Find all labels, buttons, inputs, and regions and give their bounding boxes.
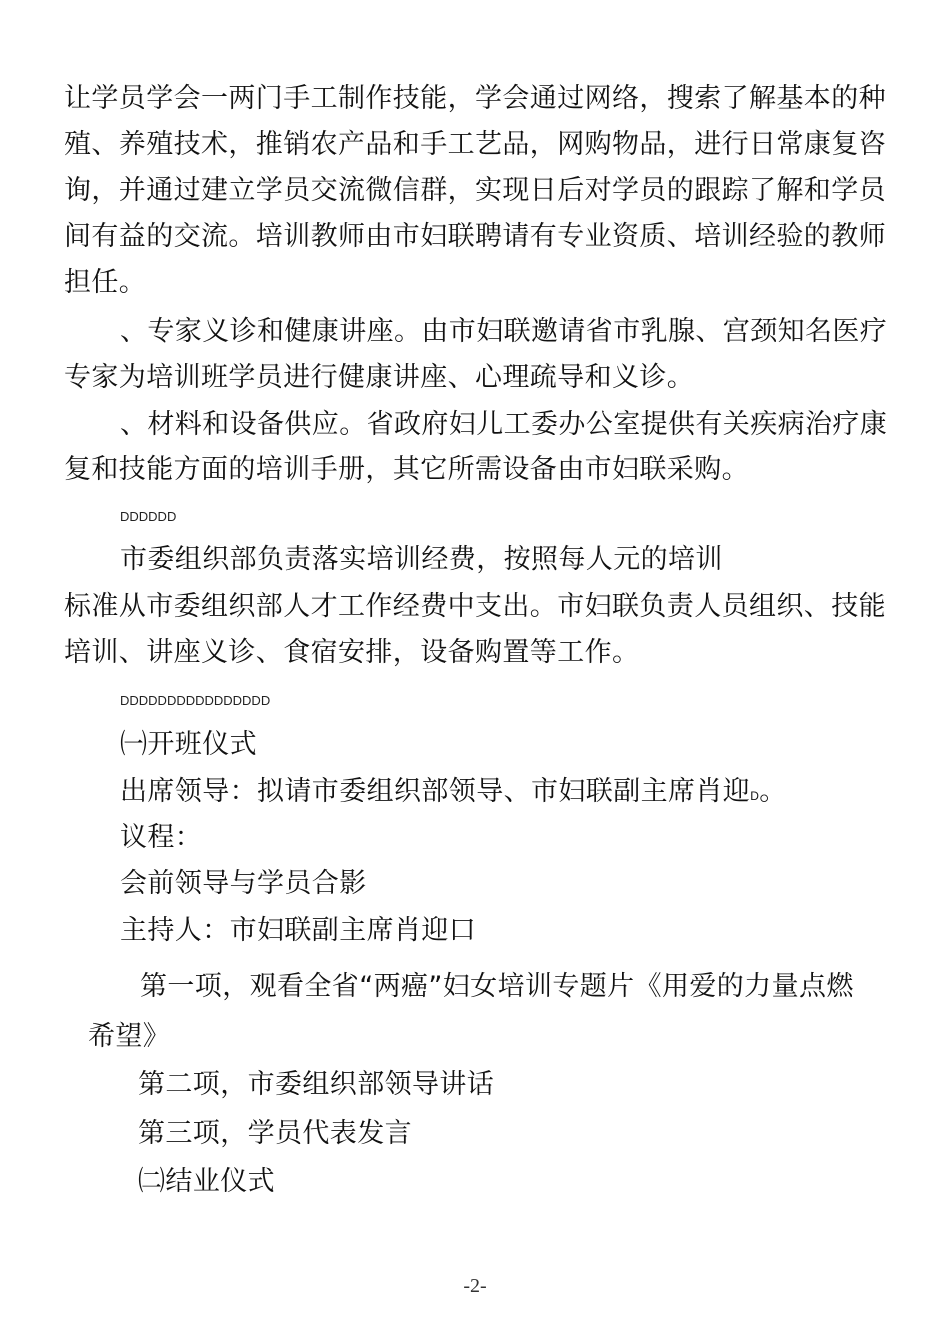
section-heading-opening: ㈠开班仪式 bbox=[120, 729, 257, 760]
leaders-end: 。 bbox=[759, 776, 787, 807]
agenda-photo: 会前领导与学员合影 bbox=[120, 868, 367, 899]
leaders-line bbox=[120, 775, 787, 813]
paragraph-line: 殖、养殖技术，推销农产品和手工艺品，网购物品，进行日常康复咨 bbox=[64, 129, 886, 160]
section-heading-closing: ㈡结业仪式 bbox=[138, 1166, 275, 1197]
agenda-item-1: 第一项，观看全省“两癌”妇女培训专题片《用爱的力量点燃 bbox=[140, 971, 854, 1002]
paragraph-line: 间有益的交流。培训教师由市妇联聘请有专业资质、培训经验的教师 bbox=[64, 221, 886, 252]
paragraph-line: 、专家义诊和健康讲座。由市妇联邀请省市乳腺、宫颈知名医疗 bbox=[120, 316, 888, 347]
agenda-host: 主持人：市妇联副主席肖迎口 bbox=[120, 915, 477, 946]
placeholder-text: DDDDDDDDDDDDDDDD bbox=[120, 693, 271, 708]
paragraph-line: 让学员学会一两门手工制作技能，学会通过网络，搜索了解基本的种 bbox=[64, 83, 886, 114]
placeholder-text: DDDDDD bbox=[120, 509, 177, 524]
paragraph-line: 培训、讲座义诊、食宿安排，设备购置等工作。 bbox=[64, 637, 640, 668]
agenda-item-3: 第三项，学员代表发言 bbox=[138, 1118, 412, 1149]
page-number: -2- bbox=[463, 1275, 487, 1297]
leaders-small-glyph: D bbox=[750, 789, 760, 803]
paragraph-line: 标准从市委组织部人才工作经费中支出。市妇联负责人员组织、技能 bbox=[64, 591, 886, 622]
agenda-item-2: 第二项，市委组织部领导讲话 bbox=[138, 1069, 495, 1100]
paragraph-line: 担任。 bbox=[64, 267, 147, 298]
paragraph-line: 询，并通过建立学员交流微信群，实现日后对学员的跟踪了解和学员 bbox=[64, 175, 886, 206]
paragraph-line: 、材料和设备供应。省政府妇儿工委办公室提供有关疾病治疗康 bbox=[120, 409, 888, 440]
paragraph-line: 市委组织部负责落实培训经费，按照每人元的培训 bbox=[120, 544, 723, 575]
paragraph-line: 复和技能方面的培训手册，其它所需设备由市妇联采购。 bbox=[64, 454, 749, 485]
agenda-label: 议程： bbox=[120, 822, 203, 853]
leaders-text: 出席领导：拟请市委组织部领导、市妇联副主席肖迎 bbox=[120, 776, 751, 807]
agenda-item-1-cont: 希望》 bbox=[88, 1021, 171, 1052]
paragraph-line: 专家为培训班学员进行健康讲座、心理疏导和义诊。 bbox=[64, 362, 695, 393]
